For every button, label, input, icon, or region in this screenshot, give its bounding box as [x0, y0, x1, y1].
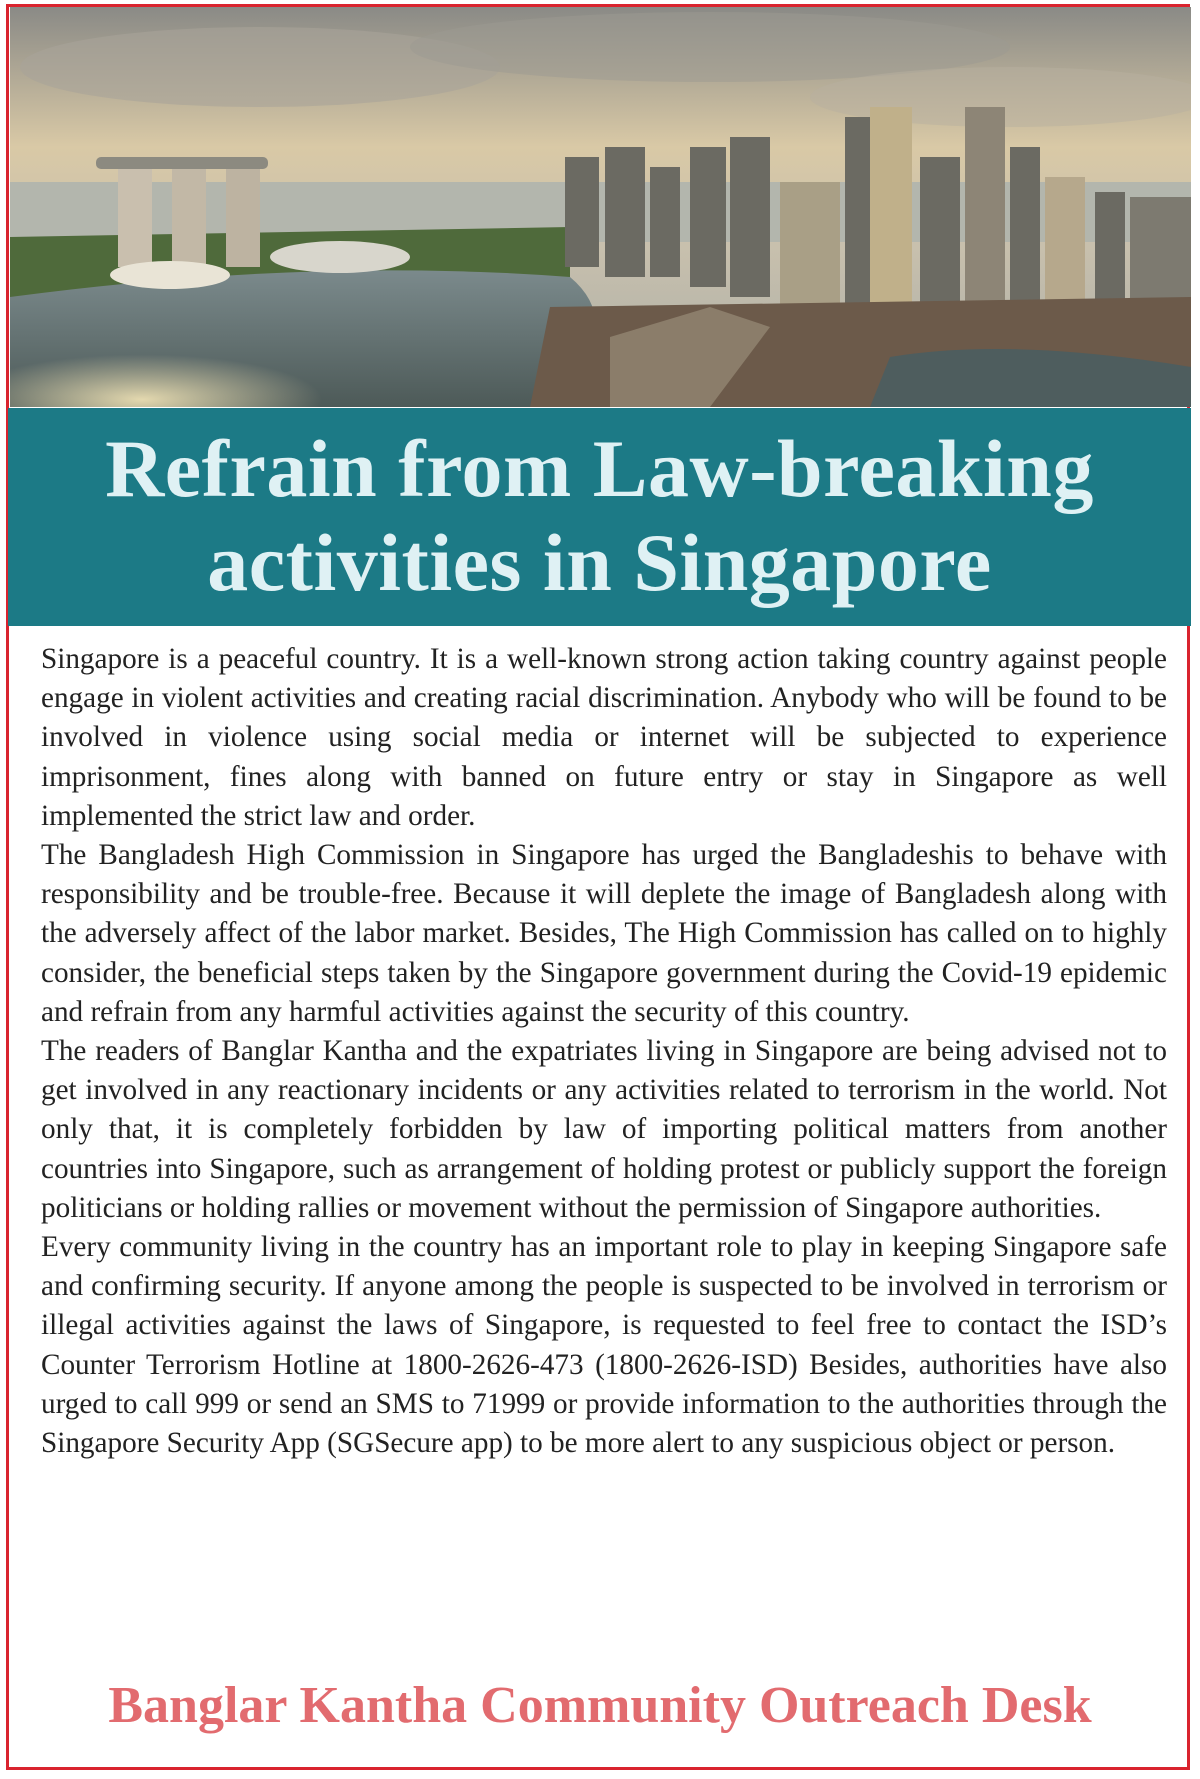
headline [8, 422, 1191, 610]
article-body [41, 640, 1167, 1463]
paragraph-1: Singapore is a peaceful country. It is a well-known strong action taking country against people engage in violent activities and creating racial discrimination. Anybody who will be found to be involved in violence using social media or internet will be subjected to experience imprisonment, fines along with banned on future entry or stay in Singapore as well implemented the strict law and order. [41, 643, 1167, 832]
paragraph-4: Every community living in the country has an important role to play in keeping Singapore safe and confirming security. If anyone among the people is suspected to be involved in terrorism or illegal activities against the laws of Singapore, is requested to feel free to contact the ISD’s Counter Terrorism Hotline at 1800-2626-473 (1800-2626-ISD) Besides, authorities have also urged to call 999 or send an SMS to 71999 or provide information to the authorities through the Singapore Security App (SGSecure app) to be more alert to any suspicious object or person. [41, 1231, 1167, 1460]
headline-banner [8, 408, 1191, 626]
paragraph-3: The readers of Banglar Kantha and the expatriates living in Singapore are being advised not to get involved in any reactionary incidents or any activities related to terrorism in the world. Not only that, it is completely forbidden by law of importing political matters from another countries into Singapore, such as arrangement of holding protest or publicly support the foreign politicians or holding rallies or movement without the permission of Singapore authorities. [41, 1035, 1167, 1224]
headline-line-1: Refrain from Law-breaking [105, 423, 1094, 514]
headline-line-2: activities in Singapore [207, 517, 992, 608]
footer-signature: Banglar Kantha Community Outreach Desk [108, 1677, 1092, 1734]
paragraph-2: The Bangladesh High Commission in Singapore has urged the Bangladeshis to behave with responsibility and be trouble-free. Because it will deplete the image of Bangladesh along with the adversely affect of the labor market. Besides, The High Commission has called on to highly consider, the beneficial steps taken by the Singapore government during the Covid-19 epidemic and refrain from any harmful activities against the security of this country. [41, 839, 1167, 1028]
singapore-skyline-photo [10, 7, 1191, 407]
